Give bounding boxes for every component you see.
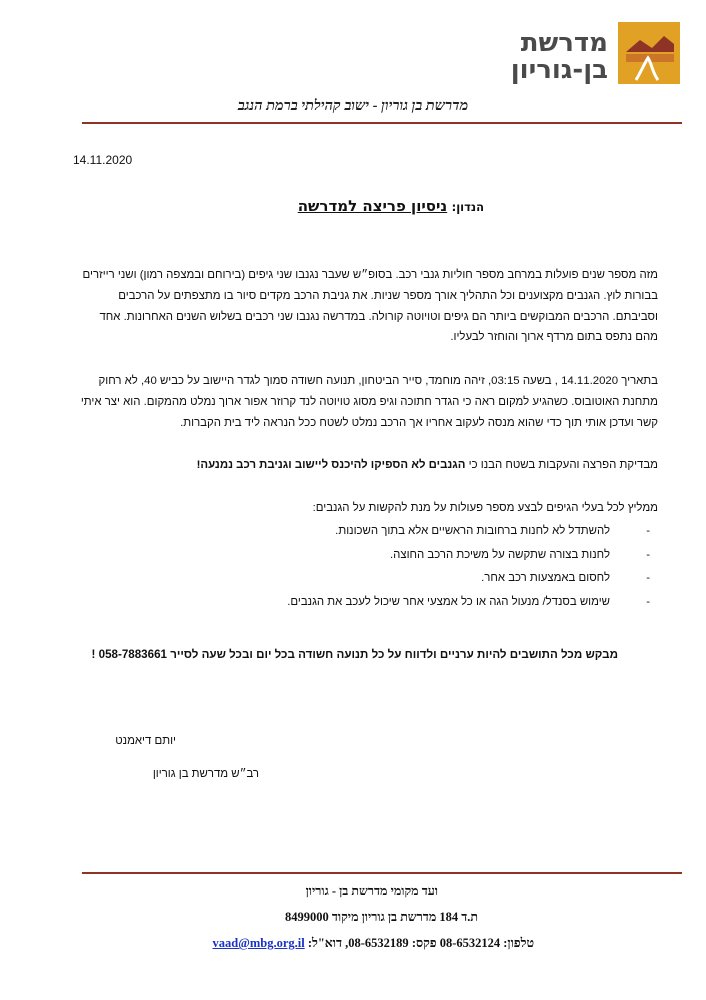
footer-contact [213,936,534,951]
logo-mark-icon [618,22,680,84]
footer-divider [82,872,682,874]
list-item-text: לחנות בצורה שתקשה על משיכת הרכב החוצה. [389,548,610,561]
logo-line2: בן-גוריון [510,55,608,86]
list-item [60,567,650,591]
list-item [60,591,650,615]
recommendation-intro: ממליץ לכל בעלי הגיפים לבצע מספר פעולות על מנת להקשות על הגנבים: [312,502,658,514]
recommendation-list [60,520,650,614]
list-item-text: להשתדל לא לחנות ברחובות הראשיים אלא בתוך השכונות. [335,525,610,537]
footer-email-link[interactable]: vaad@mbg.org.il [212,936,305,950]
header-divider [82,122,682,124]
body-paragraph-2: בתאריך 14.11.2020 , בשעה 03:15, זיהה מוחמד, סייר הביטחון, תנועה חשודה סמוך לגדר היישוב על כביש 40, לא רחוק מתחנת האוטובוס. כשהגיע למקום ראה כי הגדר חתוכה וגיפ מסוג טויוטה לנד קרוזר אפור ארוך נמלט מהמקום. הוא יצר איתי קשר ועדכן אותי תוך כדי שהוא מנסה לעקוב אחריו אך הרכב נמלט לשטח ככל הנראה ליד בית הקברות. [80,375,658,429]
paragraph-3-text: מבדיקת הפרצה והעקבות בשטח הבנו כי [465,459,658,471]
bullet-marker: - [646,525,650,537]
list-item-text: לחסום באמצעות רכב אחר. [481,572,610,584]
bullet-marker: - [646,595,650,608]
header-tagline: מדרשת בן גוריון - ישוב קהילתי ברמת הנגב [237,98,469,114]
footer-address: ת.ד 184 מדרשת בן גוריון מיקוד 8499000 [285,910,478,924]
list-item-text: שימוש בסנדל/ מנעול הגה או כל אמצעי אחר שיכול לעכב את הגנבים. [287,595,610,608]
logo-text [448,30,608,85]
list-item [60,544,650,568]
body-paragraph-3 [78,455,658,476]
footer-phones: טלפון: 08-6532124 פקס: 08-6532189, דוא"ל: [307,936,534,950]
footer-org-name: ועד מקומי מדרשת בן - גוריון [305,884,438,898]
bullet-marker: - [646,548,650,561]
paragraph-3-highlight: הגנבים לא הספיקו להיכנס ליישוב וגניבת רכב נמנעה! [196,459,466,471]
subject-title: ניסיון פריצה למדרשה [297,197,448,215]
bullet-marker: - [646,572,650,584]
appeal-text: מבקש מכל התושבים להיות ערניים ולדווח על כל תנועה חשודה בכל יום ובכל שעה לסייר 058-7883661 ! [91,648,618,661]
subject-label: הנדון: [451,200,484,214]
signature-name: יותם דיאמנט [115,735,176,747]
subject-line [298,197,484,215]
logo-line1: מדרשת [520,28,608,58]
list-item [60,520,650,544]
body-paragraph-1: מזה מספר שנים פועלות במרחב מספר חוליות גנבי רכב. בסופ״ש שעבר נגנבו שני גיפים (בירוחם ובמצפה רמון) ושני רייזרים בבורות לוץ. הגנבים מקצוענים וכל התהליך אורך מספר שניות. את גניבת הרכב מקדים סיור בו מתצפתים על הרכבים וסביבתם. הרכבים המבוקשים ביותר הם גיפים וטויוטה קורולה. במדרשה נגנבו שני רכבים בשלוש השנים האחרונות. אחד מהם נתפס בתום מרדף ארוך והוחזר לבעליו. [82,269,658,344]
signature-title: רב״ש מדרשת בן גוריון [152,768,259,780]
letter-date: 14.11.2020 [73,153,133,167]
